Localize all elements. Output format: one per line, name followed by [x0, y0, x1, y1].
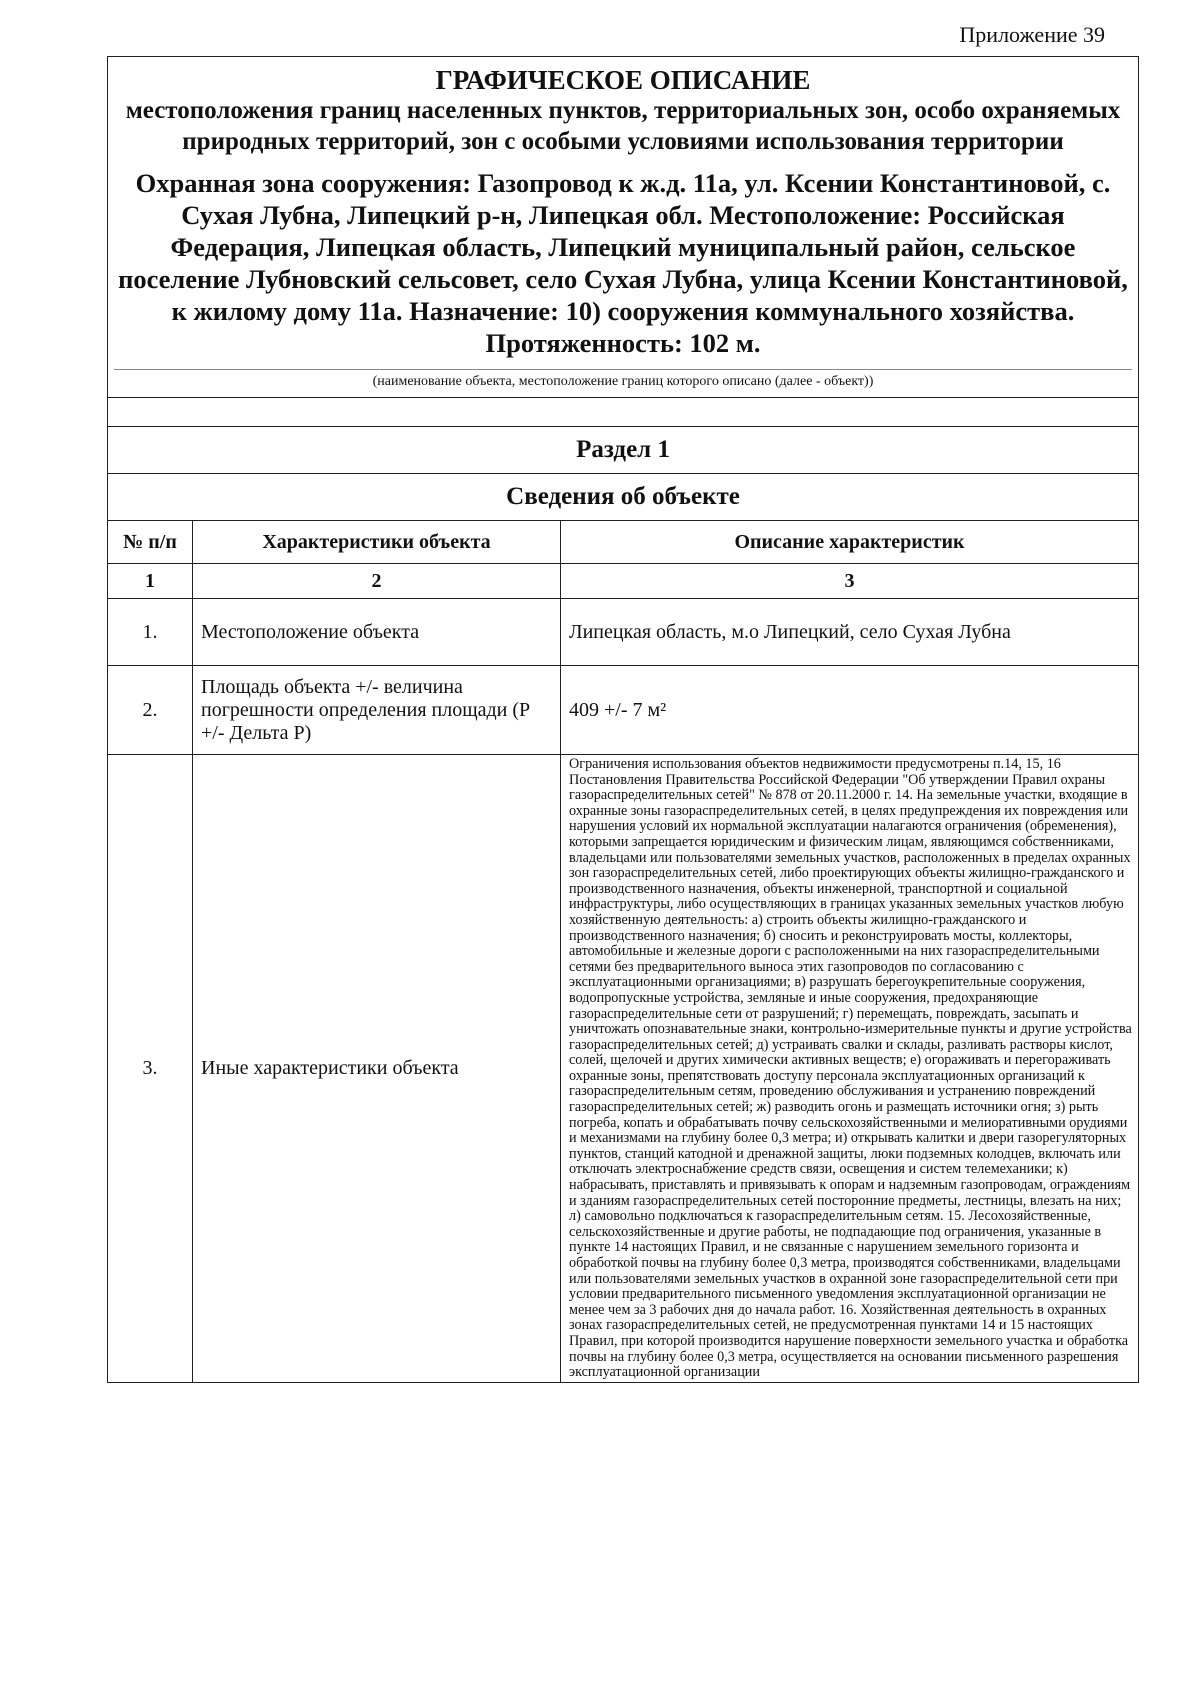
table-row: [108, 755, 1139, 1383]
row-characteristic: Площадь объекта +/- величина погрешности определения площади (P +/- Дельта P): [193, 666, 561, 755]
header-row: [108, 57, 1139, 398]
column-header-row: [108, 521, 1139, 564]
column-number-2: 2: [193, 564, 561, 599]
header-cell: [108, 57, 1139, 398]
table-row: [108, 666, 1139, 755]
appendix-label: Приложение 39: [959, 22, 1105, 47]
section-title: Раздел 1: [108, 427, 1139, 474]
section-subtitle-row: [108, 474, 1139, 521]
column-number-3: 3: [561, 564, 1139, 599]
row-number: 3.: [108, 755, 193, 1383]
table-row: [108, 599, 1139, 666]
spacer-cell: [108, 398, 1139, 427]
row-number: 1.: [108, 599, 193, 666]
row-description: Ограничения использования объектов недвижимости предусмотрены п.14, 15, 16 Постановления Правительства Российской Федерации "Об утверждении Правил охраны газораспределительных сетей" № 878 от 20.11.2000 г. 14. На земельные участки, входящие в охранные зоны газораспределительных сетей, в целях предупреждения их повреждения или нарушения условий их нормальной эксплуатации налагаются ограничения (обременения), которыми запрещается юридическим и физическим лицам, являющимся собственниками, владельцами или пользователями земельных участков, расположенных в пределах охранных зон газораспределительных сетей, либо проектирующих объекты жилищно-гражданского и производственного назначения, объекты инженерной, транспортной и социальной инфраструктуры, либо осуществляющих в границах указанных земельных участков любую хозяйственную деятельность: а) строить объекты жилищно-гражданского и производственного назначения; б) сносить и реконструировать мосты, коллекторы, автомобильные и железные дороги с расположенными на них газораспределительными сетями без предварительного выноса этих газопроводов по согласованию с эксплуатационными организациями; в) разрушать берегоукрепительные сооружения, водопропускные устройства, земляные и иные сооружения, предохраняющие газораспределительные сети от разрушений; г) перемещать, повреждать, засыпать и уничтожать опознавательные знаки, контрольно-измерительные пункты и другие устройства газораспределительных сетей; д) устраивать свалки и склады, разливать растворы кислот, солей, щелочей и других химически активных веществ; е) огораживать и перегораживать охранные зоны, препятствовать доступу персонала эксплуатационных организаций к газораспределительным сетям, проведению обслуживания и устранению повреждений газораспределительных сетей; ж) разводить огонь и размещать источники огня; з) рыть погреба, копать и обрабатывать почву сельскохозяйственными и мелиоративными орудиями и механизмами на глубину более 0,3 метра; и) открывать калитки и двери газорегуляторных пунктов, станций катодной и дренажной защиты, люки подземных колодцев, включать или отключать электроснабжение средств связи, освещения и систем телемеханики; к) набрасывать, приставлять и привязывать к опорам и надземным газопроводам, ограждениям и зданиям газораспределительных сетей посторонние предметы, лестницы, влезать на них; л) самовольно подключаться к газораспределительным сетям. 15. Лесохозяйственные, сельскохозяйственные и другие работы, не подпадающие под ограничения, указанные в пункте 14 настоящих Правил, и не связанные с нарушением земельного горизонта и обработкой почвы на глубину более 0,3 метра, производятся собственниками, владельцами или пользователями земельных участков в охранной зоне газораспределительной сети при условии предварительного письменного уведомления эксплуатационной организации не менее чем за 3 рабочих дня до начала работ. 16. Хозяйственная деятельность в охранных зонах газораспределительных сетей, не предусмотренная пунктами 14 и 15 настоящих Правил, при которой производится нарушение поверхности земельного участка и обработка почвы на глубину более 0,3 метра, осуществляется на основании письменного разрешения эксплуатационной организации: [561, 755, 1139, 1383]
document-sheet: [107, 56, 1138, 1383]
document-title: ГРАФИЧЕСКОЕ ОПИСАНИЕ: [435, 65, 811, 95]
row-characteristic: Местоположение объекта: [193, 599, 561, 666]
row-characteristic: Иные характеристики объекта: [193, 755, 561, 1383]
column-header-characteristic: Характеристики объекта: [193, 521, 561, 564]
row-description: 409 +/- 7 м²: [561, 666, 1139, 755]
row-number: 2.: [108, 666, 193, 755]
graphic-description-table: [107, 56, 1139, 1383]
object-caption: (наименование объекта, местоположение границ которого описано (далее - объект)): [372, 374, 874, 389]
column-number-1: 1: [108, 564, 193, 599]
column-header-number: № п/п: [108, 521, 193, 564]
section-subtitle: Сведения об объекте: [108, 474, 1139, 521]
spacer-row: [108, 398, 1139, 427]
row-description: Липецкая область, м.о Липецкий, село Сухая Лубна: [561, 599, 1139, 666]
object-description: Охранная зона сооружения: Газопровод к ж.д. 11а, ул. Ксении Константиновой, с. Сухая Лубна, Липецкий р-н, Липецкая обл. Местоположение: Российская Федерация, Липецкая область, Липецкий муниципальный район, сельское поселение Лубновский сельсовет, село Сухая Лубна, улица Ксении Константиновой, к жилому дому 11а. Назначение: 10) сооружения коммунального хозяйства. Протяженность: 102 м.: [118, 168, 1128, 358]
column-number-row: [108, 564, 1139, 599]
column-header-description: Описание характеристик: [561, 521, 1139, 564]
section-title-row: [108, 427, 1139, 474]
document-subtitle: местоположения границ населенных пунктов, территориальных зон, особо охраняемых природных территорий, зон с особыми условиями использования территории: [125, 97, 1121, 155]
